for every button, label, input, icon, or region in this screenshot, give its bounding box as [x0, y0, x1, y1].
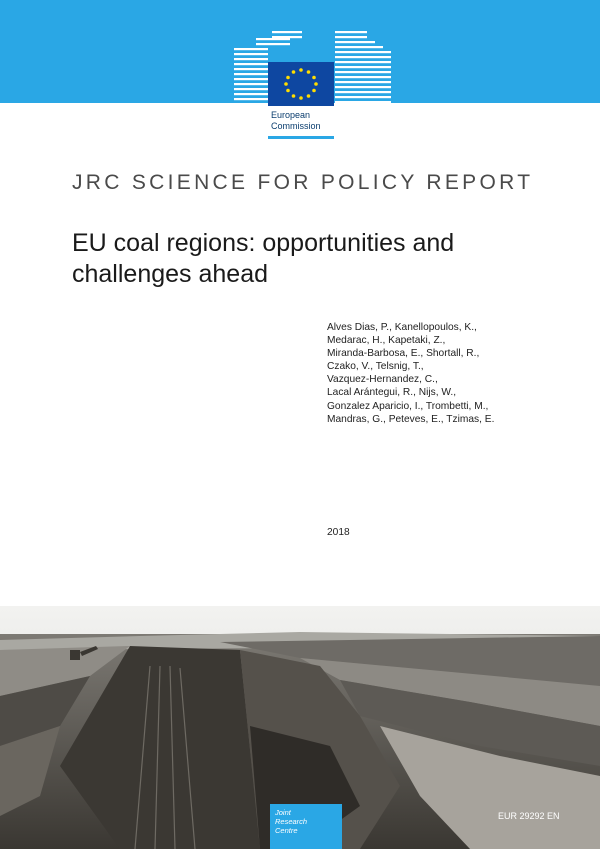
commission-name-line: Commission: [271, 121, 321, 131]
title-line: challenges ahead: [72, 260, 268, 288]
logo-underline: [268, 136, 334, 139]
jrc-logo: [270, 804, 342, 849]
author-line: Lacal Arántegui, R., Nijs, W.,: [327, 387, 457, 399]
series-title: JRC SCIENCE FOR POLICY REPORT: [72, 171, 534, 194]
publication-year: 2018: [327, 527, 350, 538]
jrc-logo-line: Centre: [275, 826, 298, 835]
author-line: Miranda-Barbosa, E., Shortall, R.,: [327, 348, 480, 360]
author-line: Medarac, H., Kapetaki, Z.,: [327, 335, 446, 347]
title-line: EU coal regions: opportunities and: [72, 229, 455, 257]
author-line: Alves Dias, P., Kanellopoulos, K.,: [327, 322, 477, 333]
report-number: EUR 29292 EN: [498, 811, 560, 821]
author-line: Vazquez-Hernandez, C.,: [327, 374, 438, 386]
author-line: Mandras, G., Peteves, E., Tzimas, E.: [327, 413, 495, 425]
author-list: [327, 321, 494, 426]
author-line: Czako, V., Telsnig, T.,: [327, 361, 424, 373]
author-line: Gonzalez Aparicio, I., Trombetti, M.,: [327, 400, 489, 412]
commission-name: [271, 110, 321, 132]
jrc-logo-line: Joint: [275, 808, 291, 817]
page-title: [72, 228, 552, 290]
commission-name-line: European: [271, 110, 311, 120]
jrc-logo-line: Research: [275, 817, 308, 826]
